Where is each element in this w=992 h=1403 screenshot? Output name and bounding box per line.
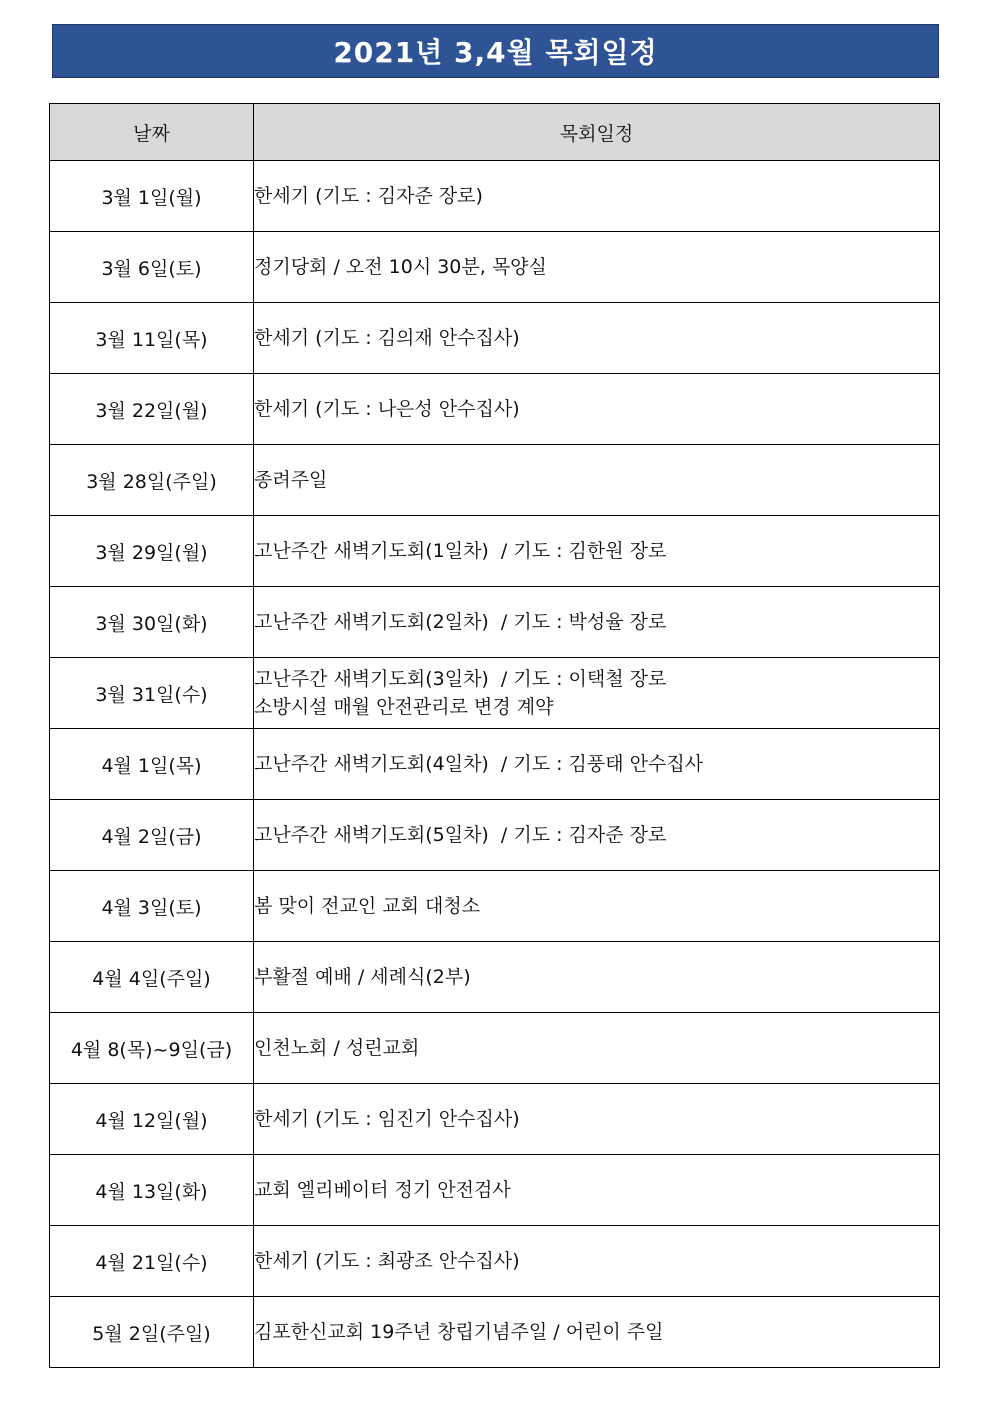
table-row (50, 232, 940, 303)
table-row (50, 1297, 940, 1368)
table-row (50, 1226, 940, 1297)
event-cell (254, 1155, 940, 1226)
event-text: 한세기 (기도 : 김의재 안수집사) (254, 327, 520, 349)
event-cell (254, 445, 940, 516)
event-text: 부활절 예배 / 세례식(2부) (254, 966, 471, 988)
header-date: 날짜 (50, 104, 254, 161)
table-row (50, 871, 940, 942)
event-text: 한세기 (기도 : 최광조 안수집사) (254, 1250, 520, 1272)
event-text: 고난주간 새벽기도회(2일차) / 기도 : 박성율 장로 (254, 611, 667, 633)
event-text: 고난주간 새벽기도회(1일차) / 기도 : 김한원 장로 (254, 540, 667, 562)
table-row (50, 1155, 940, 1226)
date-cell: 3월 1일(월) (50, 161, 254, 232)
date-cell: 3월 30일(화) (50, 587, 254, 658)
date-cell: 4월 13일(화) (50, 1155, 254, 1226)
event-cell (254, 303, 940, 374)
event-cell (254, 871, 940, 942)
event-cell (254, 729, 940, 800)
table-row (50, 374, 940, 445)
date-cell: 4월 1일(목) (50, 729, 254, 800)
event-text: 교회 엘리베이터 정기 안전검사 (254, 1179, 511, 1201)
date-cell: 4월 8(목)~9일(금) (50, 1013, 254, 1084)
event-text: 종려주일 (254, 469, 328, 491)
event-cell (254, 1297, 940, 1368)
table-row (50, 1013, 940, 1084)
header-event: 목회일정 (254, 104, 940, 161)
event-cell (254, 161, 940, 232)
date-cell: 4월 21일(수) (50, 1226, 254, 1297)
event-text: 한세기 (기도 : 김자준 장로) (254, 185, 483, 207)
event-text: 고난주간 새벽기도회(3일차) / 기도 : 이택철 장로 (254, 668, 667, 690)
event-cell (254, 1013, 940, 1084)
event-cell (254, 942, 940, 1013)
event-cell (254, 232, 940, 303)
date-cell: 3월 22일(월) (50, 374, 254, 445)
date-cell: 3월 6일(토) (50, 232, 254, 303)
date-cell: 4월 3일(토) (50, 871, 254, 942)
table-row (50, 658, 940, 729)
date-cell: 3월 11일(목) (50, 303, 254, 374)
table-row (50, 729, 940, 800)
date-cell: 4월 12일(월) (50, 1084, 254, 1155)
schedule-table (49, 103, 940, 1368)
event-text: 소방시설 매월 안전관리로 변경 계약 (254, 696, 554, 718)
date-cell: 4월 2일(금) (50, 800, 254, 871)
date-cell: 3월 28일(주일) (50, 445, 254, 516)
event-text: 정기당회 / 오전 10시 30분, 목양실 (254, 256, 547, 278)
event-text: 한세기 (기도 : 임진기 안수집사) (254, 1108, 520, 1130)
date-cell: 3월 29일(월) (50, 516, 254, 587)
event-text: 고난주간 새벽기도회(4일차) / 기도 : 김풍태 안수집사 (254, 753, 704, 775)
event-text: 인천노회 / 성린교회 (254, 1037, 420, 1059)
event-cell (254, 658, 940, 729)
event-cell (254, 1226, 940, 1297)
page-title: 2021년 3,4월 목회일정 (333, 36, 658, 69)
event-text: 김포한신교회 19주년 창립기념주일 / 어린이 주일 (254, 1321, 664, 1343)
event-cell (254, 516, 940, 587)
date-cell: 4월 4일(주일) (50, 942, 254, 1013)
event-text: 봄 맞이 전교인 교회 대청소 (254, 895, 481, 917)
event-cell (254, 1084, 940, 1155)
event-cell (254, 587, 940, 658)
event-cell (254, 374, 940, 445)
table-row (50, 445, 940, 516)
date-cell: 3월 31일(수) (50, 658, 254, 729)
event-text: 한세기 (기도 : 나은성 안수집사) (254, 398, 520, 420)
table-row (50, 800, 940, 871)
title-banner (52, 24, 939, 78)
event-cell (254, 800, 940, 871)
table-row (50, 1084, 940, 1155)
table-row (50, 587, 940, 658)
schedule-body (50, 161, 940, 1368)
table-row (50, 161, 940, 232)
table-header-row (50, 104, 940, 161)
date-cell: 5월 2일(주일) (50, 1297, 254, 1368)
table-row (50, 942, 940, 1013)
table-row (50, 516, 940, 587)
event-text: 고난주간 새벽기도회(5일차) / 기도 : 김자준 장로 (254, 824, 667, 846)
table-row (50, 303, 940, 374)
